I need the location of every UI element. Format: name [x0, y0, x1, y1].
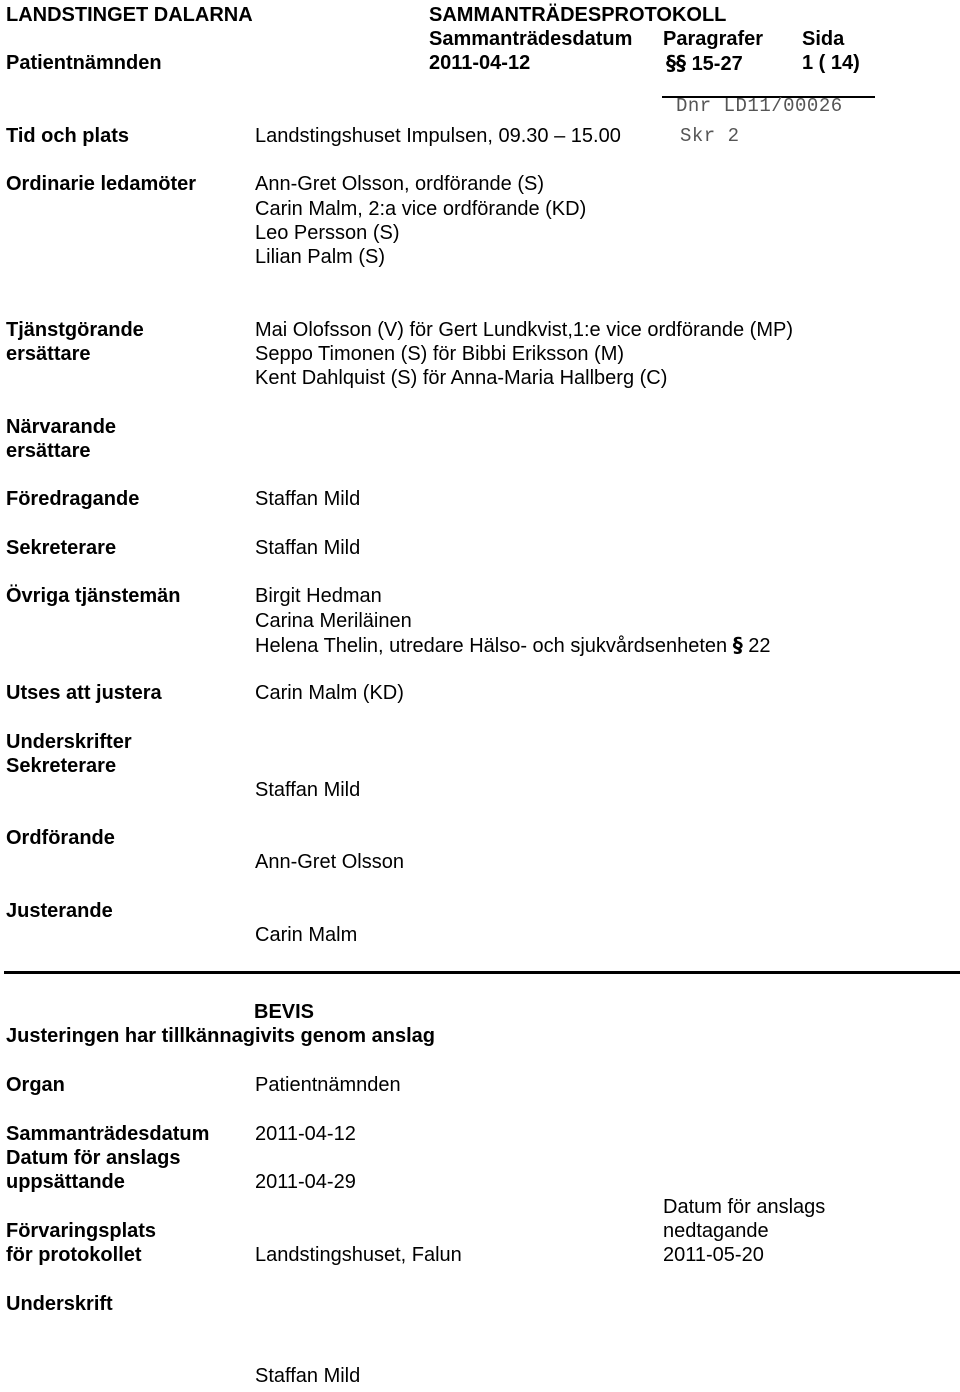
dnr-stamp: Dnr LD11/00026: [676, 95, 843, 117]
members-label: Ordinarie ledamöter: [6, 173, 197, 195]
substitutes-label-line2: ersättare: [6, 343, 91, 365]
org-name: LANDSTINGET DALARNA: [6, 4, 253, 26]
paragraphs-value: 15-27: [691, 53, 743, 75]
bevis-title: BEVIS: [254, 1001, 315, 1023]
time-place-label: Tid och plats: [6, 125, 129, 147]
storage-value: Landstingshuset, Falun: [255, 1244, 462, 1266]
secretary-label: Sekreterare: [6, 537, 117, 559]
posted-value: 2011-04-29: [255, 1171, 356, 1193]
adjuster-value: Carin Malm (KD): [255, 682, 404, 704]
member-item: Carin Malm, 2:a vice ordförande (KD): [255, 198, 587, 220]
signature-secretary-label: Sekreterare: [6, 755, 117, 777]
substitute-item: Kent Dahlquist (S) för Anna-Maria Hallberg (C): [255, 367, 668, 389]
signature-adjuster-name: Carin Malm: [255, 924, 358, 946]
official-item-with-section: [255, 633, 771, 658]
removed-label-line2: nedtagande: [663, 1220, 769, 1242]
date-value: 2011-04-12: [429, 52, 531, 74]
signature-chair-name: Ann-Gret Olsson: [255, 851, 404, 873]
secretary-value: Staffan Mild: [255, 537, 361, 559]
section-divider: [4, 971, 960, 974]
substitute-item: Seppo Timonen (S) för Bibbi Eriksson (M): [255, 343, 625, 365]
presenter-label: Föredragande: [6, 488, 140, 510]
signature-label: Underskrift: [6, 1293, 113, 1315]
time-place-value: Landstingshuset Impulsen, 09.30 – 15.00: [255, 125, 621, 147]
date-label: Sammanträdesdatum: [429, 28, 633, 50]
present-subs-label-line1: Närvarande: [6, 416, 117, 438]
organ-label: Organ: [6, 1074, 65, 1096]
official-item: Carina Meriläinen: [255, 610, 412, 632]
substitute-item: Mai Olofsson (V) för Gert Lundkvist,1:e vice ordförande (MP): [255, 319, 793, 341]
adjuster-label: Utses att justera: [6, 682, 162, 704]
member-item: Lilian Palm (S): [255, 246, 386, 268]
paragraphs-field: [666, 51, 743, 76]
page-label: Sida: [802, 28, 845, 50]
signature-secretary-name: Staffan Mild: [255, 779, 361, 801]
official-item: Helena Thelin, utredare Hälso- och sjukvårdsenheten: [255, 635, 728, 657]
member-item: Ann-Gret Olsson, ordförande (S): [255, 173, 545, 195]
skr-stamp: Skr 2: [676, 124, 740, 148]
section-sign-icon: §: [676, 51, 686, 75]
member-item: Leo Persson (S): [255, 222, 400, 244]
posted-label-line1: Datum för anslags: [6, 1147, 181, 1169]
storage-label-line2: för protokollet: [6, 1244, 142, 1266]
posted-label-line2: uppsättande: [6, 1171, 125, 1193]
committee-name: Patientnämnden: [6, 52, 162, 74]
substitutes-label-line1: Tjänstgörande: [6, 319, 144, 341]
signature-adjuster-label: Justerande: [6, 900, 113, 922]
presenter-value: Staffan Mild: [255, 488, 361, 510]
storage-label-line1: Förvaringsplats: [6, 1220, 157, 1242]
page-value: 1 ( 14): [802, 52, 860, 74]
paragraphs-label: Paragrafer: [663, 28, 764, 50]
meeting-date-value: 2011-04-12: [255, 1123, 356, 1145]
organ-value: Patientnämnden: [255, 1074, 401, 1096]
section-sign-icon: §: [732, 633, 743, 657]
removed-value: 2011-05-20: [663, 1244, 764, 1266]
doc-type: SAMMANTRÄDESPROTOKOLL: [429, 4, 727, 26]
section-sign-icon: §: [666, 51, 676, 75]
present-subs-label-line2: ersättare: [6, 440, 91, 462]
official-item: Birgit Hedman: [255, 585, 382, 607]
removed-label-line1: Datum för anslags: [663, 1196, 826, 1218]
signatures-heading: Underskrifter: [6, 731, 132, 753]
meeting-date-label: Sammanträdesdatum: [6, 1123, 210, 1145]
officials-label: Övriga tjänstemän: [6, 585, 181, 607]
signature-chair-label: Ordförande: [6, 827, 115, 849]
signature-name: Staffan Mild: [255, 1365, 361, 1387]
official-section-number: 22: [748, 635, 771, 657]
bevis-subtitle: Justeringen har tillkännagivits genom anslag: [6, 1025, 435, 1047]
